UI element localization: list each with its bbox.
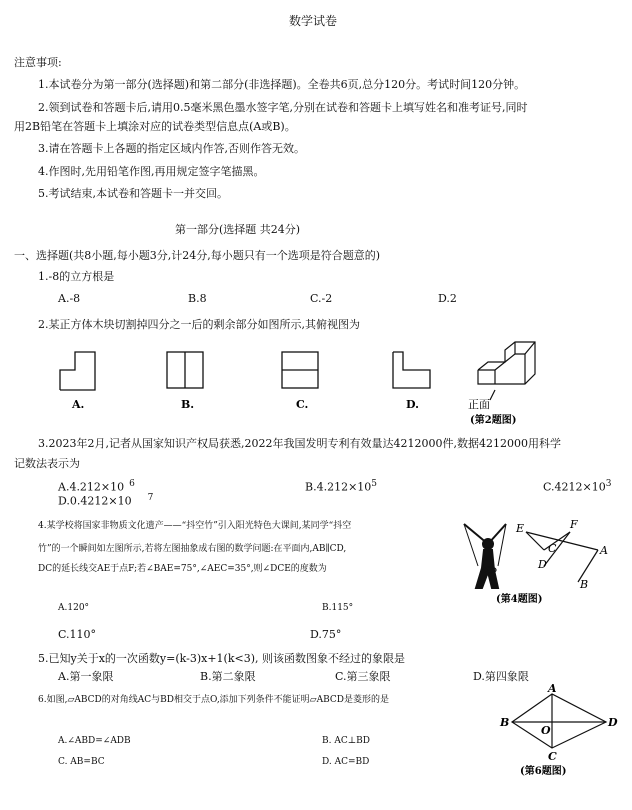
q4-option-b: B.115°	[322, 603, 354, 613]
q4-person-illustration	[464, 524, 506, 588]
q1-stem: 1.-8的立方根是	[38, 270, 115, 283]
q2-figure-c	[282, 352, 318, 388]
notice-item-2: 2.领到试卷和答题卡后,请用0.5毫米黑色墨水签字笔,分别在试卷和答题卡上填写姓名和准考证号,同时	[38, 101, 528, 114]
q3-stem-line1: 3.2023年2月,记者从国家知识产权局获悉,2022年我国发明专利有效量达4212000件,数据4212000用科学	[38, 437, 561, 450]
q6-option-c: C. AB=BC	[58, 757, 105, 767]
q6-point-a: A	[548, 682, 557, 695]
section-heading: 一、选择题(共8小题,每小题3分,计24分,每小题只有一个选项是符合题意的)	[14, 249, 381, 262]
q4-point-e: E	[516, 522, 525, 535]
q2-label-a: A.	[72, 398, 85, 411]
q5-option-a: A.第一象限	[58, 670, 114, 683]
q2-front-label: 正面	[468, 398, 490, 411]
q4-stem-line3: DC的延长线交AE于点F;若∠BAE=75°,∠AEC=35°,则∠DCE的度数为	[38, 564, 327, 574]
q5-option-d: D.第四象限	[473, 670, 529, 683]
q2-figure-b	[167, 352, 203, 388]
q2-stem: 2.某正方体木块切割掉四分之一后的剩余部分如图所示,其俯视图为	[38, 318, 360, 331]
q6-option-b: B. AC⊥BD	[322, 736, 371, 746]
q6-figure	[498, 682, 622, 780]
q6-point-o: O	[541, 724, 551, 737]
q3-option-a: A.4.212×10 $^6$	[58, 479, 135, 494]
notice-item-5: 5.考试结束,本试卷和答题卡一并交回。	[38, 187, 228, 200]
q2-label-b: B.	[181, 398, 195, 411]
notice-heading: 注意事项:	[14, 56, 62, 69]
q3-stem-line2: 记数法表示为	[14, 457, 80, 470]
notice-item-1: 1.本试卷分为第一部分(选择题)和第二部分(非选择题)。全卷共6页,总分120分。考试时间120分钟。	[38, 78, 526, 91]
q6-point-d: D	[608, 716, 618, 729]
page-title: 数学试卷	[289, 14, 338, 28]
q2-figure-d	[393, 352, 430, 388]
q4-stem-line2: 竹”的一个瞬间如左图所示,若将左图抽象成右图的数学问题:在平面内,AB∥CD,	[38, 544, 347, 554]
q4-point-a: A	[600, 544, 608, 557]
q5-stem: 5.已知y关于x的一次函数y=(k-3)x+1(k<3), 则该函数图象不经过的象限是	[38, 652, 405, 665]
q1-option-a: A.-8	[58, 292, 81, 305]
q1-option-d: D.2	[438, 292, 457, 305]
q4-geometry	[526, 532, 598, 582]
part1-title: 第一部分(选择题 共24分)	[175, 223, 301, 236]
q1-option-c: C.-2	[310, 292, 333, 305]
q4-caption: (第4题图)	[496, 594, 543, 605]
q2-solid	[478, 342, 535, 400]
q4-option-d: D.75°	[310, 628, 342, 641]
notice-item-4: 4.作图时,先用铅笔作图,再用规定签字笔描黑。	[38, 165, 265, 178]
q6-option-a: A.∠ABD=∠ADB	[58, 736, 131, 746]
q4-point-c: C	[548, 542, 557, 555]
q4-figure	[458, 510, 628, 610]
q2-figure-a	[60, 352, 95, 390]
q6-point-b: B	[500, 716, 510, 729]
q2-caption: (第2题图)	[470, 415, 517, 426]
q1-option-b: B.8	[188, 292, 207, 305]
q5-option-b: B.第二象限	[200, 670, 256, 683]
notice-item-3: 3.请在答题卡上各题的指定区域内作答,否则作答无效。	[38, 142, 305, 155]
q4-option-a: A.120°	[58, 603, 90, 613]
q4-option-c: C.110°	[58, 628, 97, 641]
q6-stem: 6.如图,▱ABCD的对角线AC与BD相交于点O,添加下列条件不能证明▱ABCD是菱形的是	[38, 695, 389, 705]
q4-point-b: B	[580, 578, 589, 591]
q2-label-d: D.	[406, 398, 419, 411]
q3-option-d: D.0.4212×10 $^7$	[58, 493, 154, 508]
q3-option-b: $B.4.212\times 10^5$	[305, 479, 378, 494]
q4-point-d: D	[538, 558, 547, 571]
q5-option-c: C.第三象限	[335, 670, 391, 683]
q6-rhombus	[512, 694, 606, 748]
q2-label-c: C.	[296, 398, 309, 411]
q2-figures	[50, 340, 630, 430]
q3-option-c: $C.4212\times 10^3$	[543, 479, 612, 494]
q4-point-f: F	[570, 518, 578, 531]
q6-point-c: C	[548, 750, 557, 763]
q6-option-d: D. AC=BD	[322, 757, 370, 767]
notice-item-2-cont: 用2B铅笔在答题卡上填涂对应的试卷类型信息点(A或B)。	[14, 120, 296, 133]
q6-caption: (第6题图)	[520, 766, 567, 777]
q4-stem-line1: 4.某学校将国家非物质文化遗产——“抖空竹”引入阳光特色大课间,某同学“抖空	[38, 521, 352, 531]
